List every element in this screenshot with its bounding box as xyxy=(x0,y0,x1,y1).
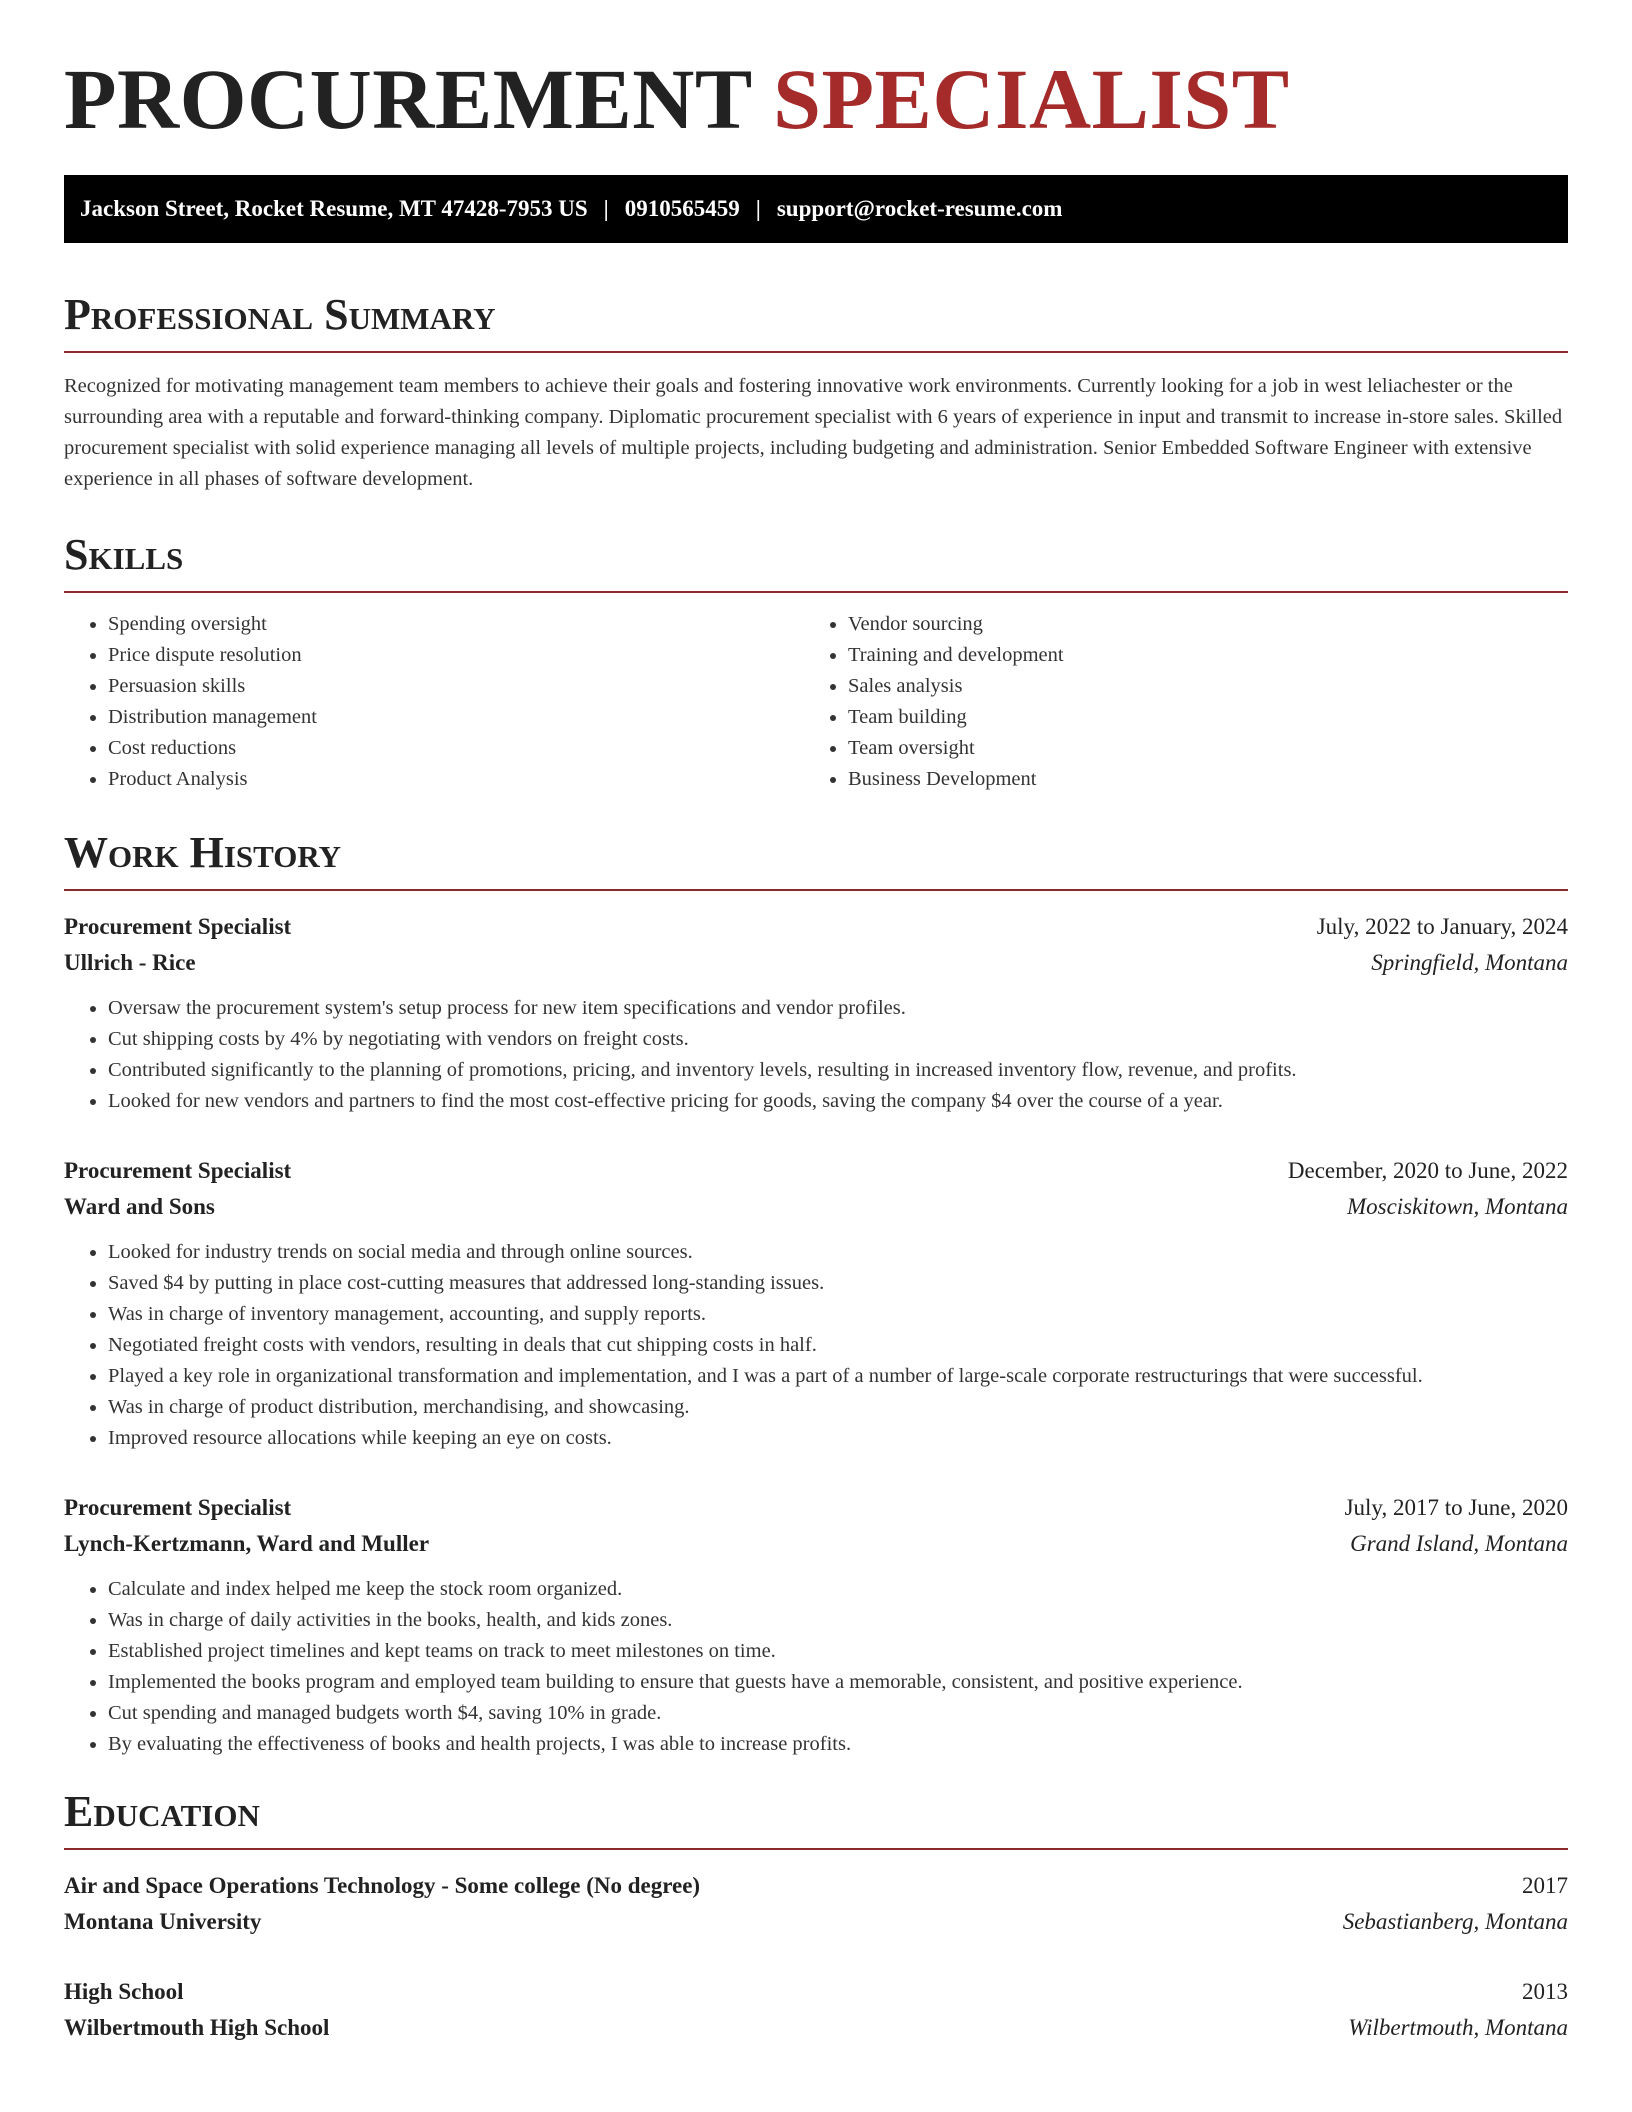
job-bullet: • Negotiated freight costs with vendors, resulting in deals that cut shipping costs in half. xyxy=(108,1330,1568,1361)
job-bullet: • Established project timelines and kept teams on track to meet milestones on time. xyxy=(108,1636,1568,1667)
education-year: 2017 xyxy=(1522,1872,1568,1898)
education-school-row xyxy=(64,2010,1568,2046)
job-bullet: • Was in charge of inventory management, accounting, and supply reports. xyxy=(108,1299,1568,1330)
education-heading: Education xyxy=(64,1790,1568,1850)
job-bullet: • Cut shipping costs by 4% by negotiating with vendors on freight costs. xyxy=(108,1024,1568,1055)
job-location: Springfield, Montana xyxy=(1371,949,1568,975)
job-dates: July, 2017 to June, 2020 xyxy=(1344,1494,1568,1520)
job-title: Procurement Specialist xyxy=(64,1157,292,1183)
skill-item: • Cost reductions xyxy=(108,733,804,764)
job-bullet: • Played a key role in organizational transformation and implementation, and I was a part of a number of large-scale corporate restructurings that were successful. xyxy=(108,1361,1568,1392)
job-location: Grand Island, Montana xyxy=(1350,1530,1568,1556)
skill-item: • Team building xyxy=(848,702,1544,733)
skill-item: • Spending oversight xyxy=(108,609,804,640)
contact-separator: | xyxy=(755,195,761,221)
contact-phone: 0910565459 xyxy=(624,195,740,221)
education-year: 2013 xyxy=(1522,1978,1568,2004)
education-school: Wilbertmouth High School xyxy=(64,2014,330,2040)
education-school: Montana University xyxy=(64,1908,262,1934)
job-title-row xyxy=(64,1490,1568,1526)
job-bullets xyxy=(64,1574,1568,1760)
job-bullet: • Cut spending and managed budgets worth $4, saving 10% in grade. xyxy=(108,1698,1568,1729)
skill-item: • Team oversight xyxy=(848,733,1544,764)
education-school-row xyxy=(64,1904,1568,1940)
education-degree: Air and Space Operations Technology - Some college (No degree) xyxy=(64,1872,701,1898)
job-entry xyxy=(64,1153,1568,1454)
job-location: Mosciskitown, Montana xyxy=(1346,1193,1568,1219)
skill-item: • Vendor sourcing xyxy=(848,609,1544,640)
job-bullet: • Was in charge of product distribution, merchandising, and showcasing. xyxy=(108,1392,1568,1423)
skill-item: • Training and development xyxy=(848,640,1544,671)
job-bullet: • Oversaw the procurement system's setup process for new item specifications and vendor profiles. xyxy=(108,993,1568,1024)
education-degree: High School xyxy=(64,1978,184,2004)
contact-email[interactable]: support@rocket-resume.com xyxy=(776,195,1063,221)
education-entry xyxy=(64,1868,1568,1940)
contact-bar xyxy=(64,175,1568,243)
job-bullet: • Improved resource allocations while keeping an eye on costs. xyxy=(108,1423,1568,1454)
summary-heading: Professional Summary xyxy=(64,293,1568,353)
education-location: Sebastianberg, Montana xyxy=(1342,1908,1568,1934)
job-title-row xyxy=(64,909,1568,945)
title-main: PROCUREMENT xyxy=(64,51,752,147)
contact-address: Jackson Street, Rocket Resume, MT 47428-7953 US xyxy=(80,195,588,221)
skill-item: • Persuasion skills xyxy=(108,671,804,702)
skills-column-right xyxy=(804,609,1544,795)
job-bullet: • Contributed significantly to the planning of promotions, pricing, and inventory levels, resulting in increased inventory flow, revenue, and profits. xyxy=(108,1055,1568,1086)
job-entry xyxy=(64,909,1568,1117)
skills-list xyxy=(64,609,1568,795)
job-company: Lynch-Kertzmann, Ward and Muller xyxy=(64,1530,430,1556)
job-bullet: • Calculate and index helped me keep the stock room organized. xyxy=(108,1574,1568,1605)
skills-heading: Skills xyxy=(64,533,1568,593)
skill-item: • Business Development xyxy=(848,764,1544,795)
job-dates: July, 2022 to January, 2024 xyxy=(1316,913,1568,939)
education-entry xyxy=(64,1974,1568,2046)
education-location: Wilbertmouth, Montana xyxy=(1348,2014,1568,2040)
education-degree-row xyxy=(64,1868,1568,1904)
job-bullet: • Implemented the books program and employed team building to ensure that guests have a memorable, consistent, and positive experience. xyxy=(108,1667,1568,1698)
summary-text: Recognized for motivating management team members to achieve their goals and fostering innovative work environments. Currently looking for a job in west leliachester or the surrounding area with a reputable and forward-thinking company. Diplomatic procurement specialist with 6 years of experience in input and transmit to increase in-store sales. Skilled procurement specialist with solid experience managing all levels of multiple projects, including budgeting and administration. Senior Embedded Software Engineer with extensive experience in all phases of software development. xyxy=(64,374,1563,490)
job-bullets xyxy=(64,993,1568,1117)
job-title-row xyxy=(64,1153,1568,1189)
job-bullet: • Was in charge of daily activities in the books, health, and kids zones. xyxy=(108,1605,1568,1636)
skills-column-left xyxy=(64,609,804,795)
job-entry xyxy=(64,1490,1568,1760)
job-title: Procurement Specialist xyxy=(64,1494,292,1520)
job-bullet: • By evaluating the effectiveness of books and health projects, I was able to increase profits. xyxy=(108,1729,1568,1760)
job-bullet: • Looked for new vendors and partners to find the most cost-effective pricing for goods, saving the company $4 over the course of a year. xyxy=(108,1086,1568,1117)
skill-item: • Sales analysis xyxy=(848,671,1544,702)
job-dates: December, 2020 to June, 2022 xyxy=(1287,1157,1568,1183)
job-bullet: • Saved $4 by putting in place cost-cutting measures that addressed long-standing issues. xyxy=(108,1268,1568,1299)
resume-title xyxy=(64,0,1568,147)
contact-separator: | xyxy=(603,195,609,221)
job-company-row xyxy=(64,1189,1568,1225)
skill-item: • Distribution management xyxy=(108,702,804,733)
job-company-row xyxy=(64,945,1568,981)
skill-item: • Price dispute resolution xyxy=(108,640,804,671)
job-company: Ward and Sons xyxy=(64,1193,215,1219)
job-company-row xyxy=(64,1526,1568,1562)
work-history-heading: Work History xyxy=(64,831,1568,891)
title-accent: SPECIALIST xyxy=(773,51,1290,147)
job-company: Ullrich - Rice xyxy=(64,949,196,975)
job-bullets xyxy=(64,1237,1568,1454)
job-title: Procurement Specialist xyxy=(64,913,292,939)
skill-item: • Product Analysis xyxy=(108,764,804,795)
education-degree-row xyxy=(64,1974,1568,2010)
job-bullet: • Looked for industry trends on social media and through online sources. xyxy=(108,1237,1568,1268)
